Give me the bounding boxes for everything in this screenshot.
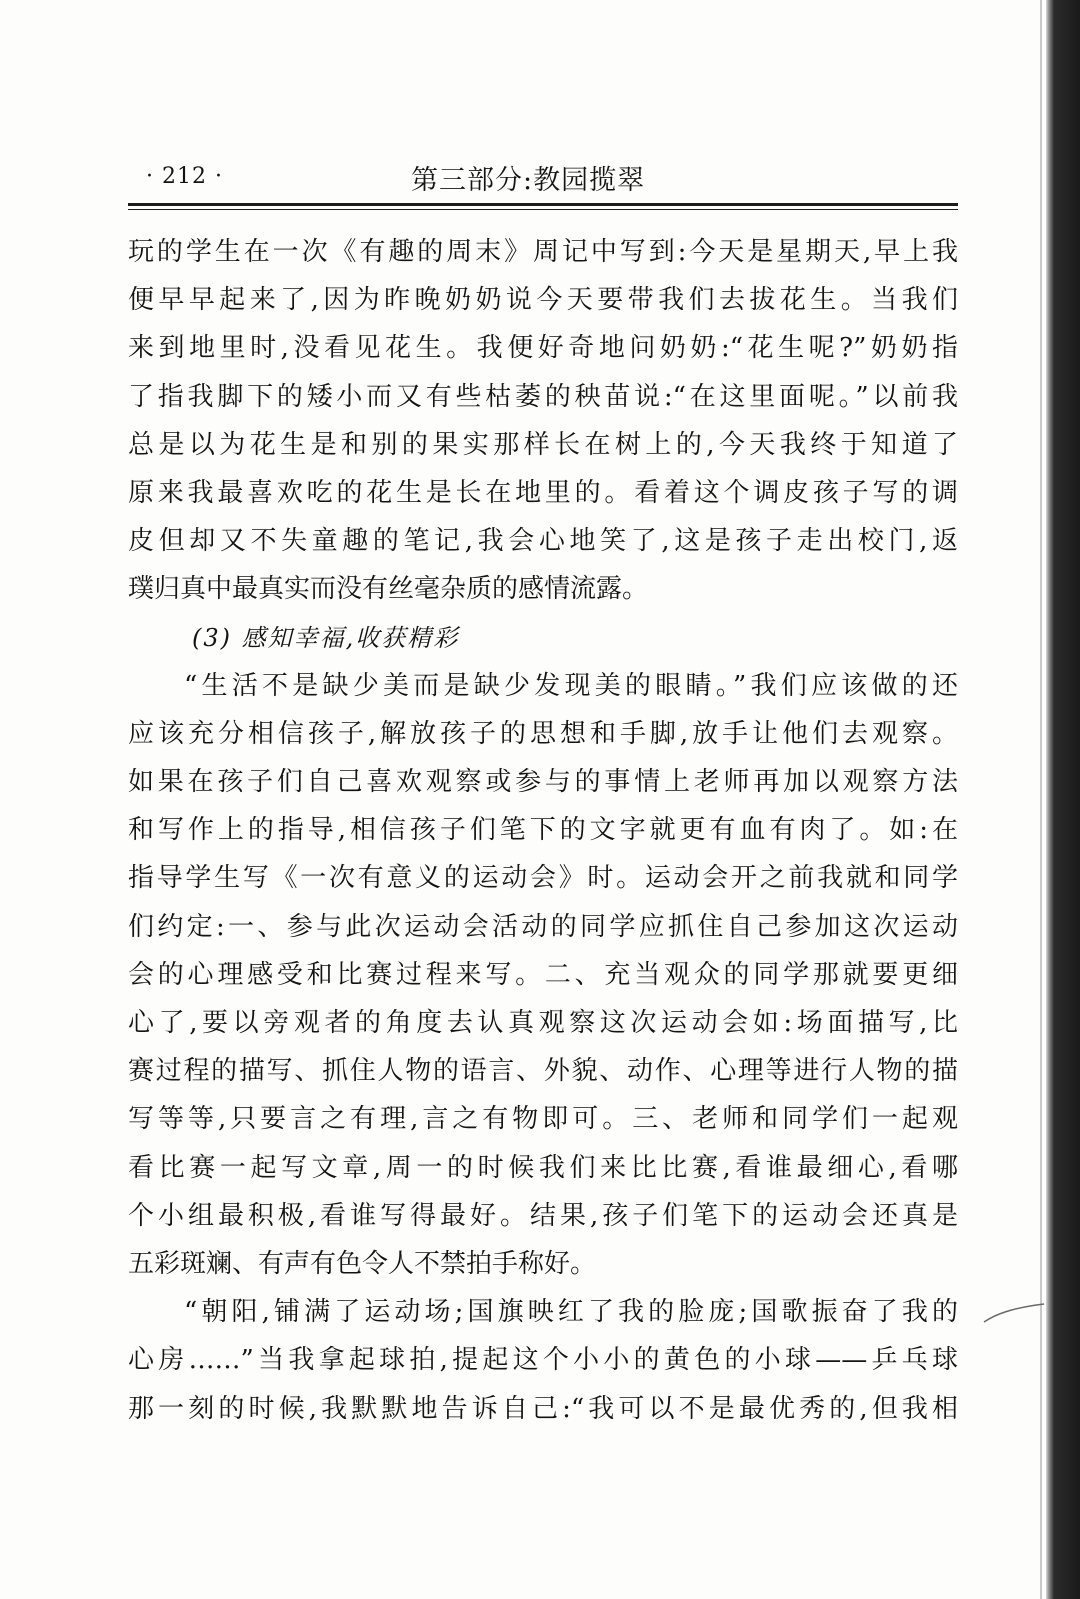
- text-line: 个小组最积极,看谁写得最好。结果,孩子们笔下的运动会还真是: [128, 1200, 958, 1231]
- text-line: 璞归真中最真实而没有丝毫杂质的感情流露。: [128, 574, 649, 605]
- header-rule-thin: [128, 209, 958, 210]
- text-line: 那一刻的时候,我默默地告诉自己:“我可以不是最优秀的,但我相: [128, 1393, 958, 1424]
- page-number: · 212 ·: [146, 164, 223, 189]
- text-line: 赛过程的描写、抓住人物的语言、外貌、动作、心理等进行人物的描: [128, 1056, 958, 1087]
- header-rule-thick: [128, 203, 958, 206]
- text-line: 来到地里时,没看见花生。我便好奇地问奶奶:“花生呢?”奶奶指: [128, 333, 958, 364]
- text-line: 和写作上的指导,相信孩子们笔下的文字就更有血有肉了。如:在: [128, 815, 958, 846]
- text-line: 们约定:一、参与此次运动会活动的同学应抓住自己参加这次运动: [128, 911, 958, 942]
- text-line: 写等等,只要言之有理,言之有物即可。三、老师和同学们一起观: [128, 1104, 958, 1135]
- text-line: 皮但却又不失童趣的笔记,我会心地笑了,这是孩子走出校门,返: [128, 526, 958, 557]
- body-text: [128, 228, 958, 1433]
- text-line: 会的心理感受和比赛过程来写。二、充当观众的同学那就要更细: [128, 959, 958, 990]
- text-line: “生活不是缺少美而是缺少发现美的眼睛。”我们应该做的还: [184, 670, 958, 701]
- text-line: 如果在孩子们自己喜欢观察或参与的事情上老师再加以观察方法: [128, 767, 958, 798]
- page-edge-line: [1040, 0, 1042, 1599]
- text-line: 原来我最喜欢吃的花生是长在地里的。看着这个调皮孩子写的调: [128, 477, 958, 508]
- text-line: 五彩斑斓、有声有色令人不禁拍手称好。: [128, 1248, 597, 1279]
- text-line: 心了,要以旁观者的角度去认真观察这次运动会如:场面描写,比: [128, 1008, 958, 1038]
- section-heading: (3) 感知幸福,收获精彩: [192, 623, 460, 652]
- text-line: 便早早起来了,因为昨晚奶奶说今天要带我们去拔花生。当我们: [128, 285, 958, 316]
- running-title: 第三部分:教园揽翠: [411, 165, 646, 196]
- scan-dark-edge: [1046, 0, 1080, 1599]
- text-line: 了指我脚下的矮小而又有些枯萎的秧苗说:“在这里面呢。”以前我: [128, 381, 958, 412]
- text-line: 指导学生写《一次有意义的运动会》时。运动会开之前我就和同学: [128, 863, 958, 894]
- text-line: 玩的学生在一次《有趣的周末》周记中写到:今天是星期天,早上我: [128, 237, 958, 267]
- text-line: 应该充分相信孩子,解放孩子的思想和手脚,放手让他们去观察。: [128, 718, 958, 749]
- text-line: 看比赛一起写文章,周一的时候我们来比比赛,看谁最细心,看哪: [128, 1152, 958, 1183]
- page-header: [128, 150, 958, 196]
- text-line: 总是以为花生是和别的果实那样长在树上的,今天我终于知道了: [128, 429, 958, 460]
- stray-pen-mark: [982, 1300, 1046, 1326]
- text-line: “朝阳,铺满了运动场;国旗映红了我的脸庞;国歌振奋了我的: [184, 1297, 958, 1328]
- text-line: 心房……”当我拿起球拍,提起这个小小的黄色的小球——乒乓球: [128, 1345, 958, 1376]
